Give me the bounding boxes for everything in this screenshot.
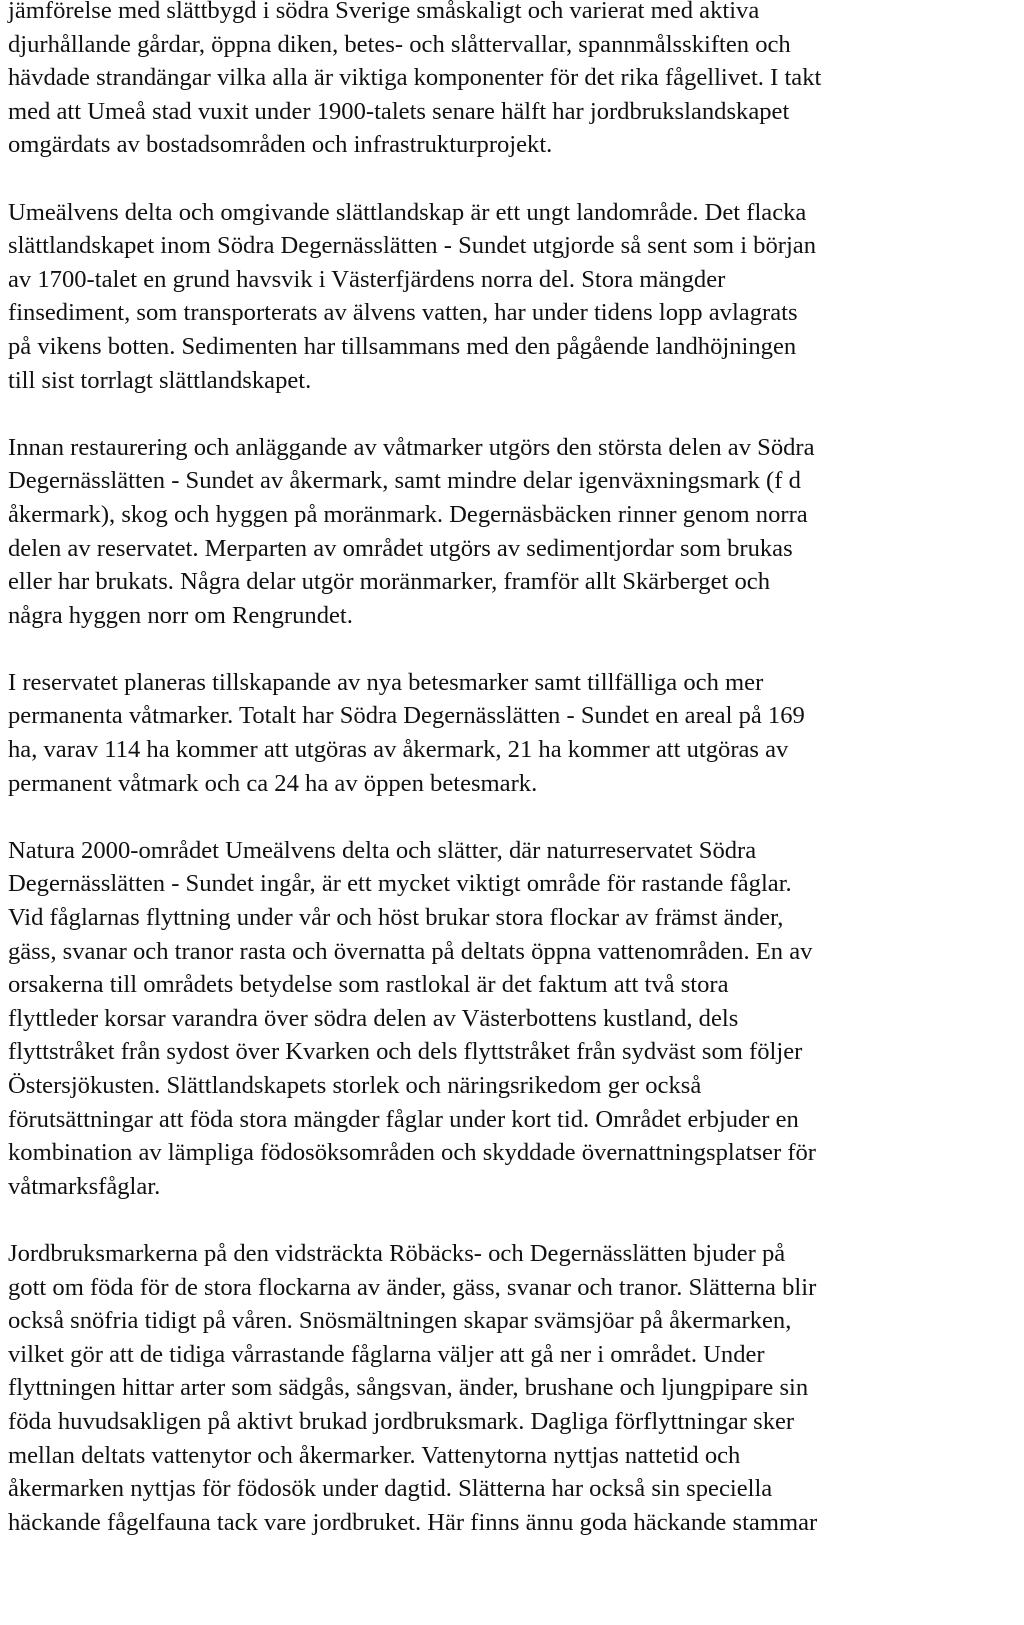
- text-line: slättlandskapet inom Södra Degernässlätten - Sundet utgjorde så sent som i början: [8, 232, 817, 260]
- paragraph-farmland-birds: [8, 1237, 1020, 1539]
- text-line: flyttleder korsar varandra över södra delen av Västerbottens kustland, dels: [8, 1004, 739, 1032]
- text-line: flyttstråket från sydost över Kvarken och dels flyttstråket från sydväst som följer: [8, 1038, 803, 1066]
- text-line: flyttningen hittar arter som sädgås, sångsvan, änder, brushane och ljungpipare sin: [8, 1374, 809, 1402]
- text-line: häckande fågelfauna tack vare jordbruket. Här finns ännu goda häckande stammar: [8, 1508, 818, 1536]
- text-line: Umeälvens delta och omgivande slättlandskap är ett ungt landområde. Det flacka: [8, 198, 807, 226]
- text-line: jämförelse med slättbygd i södra Sverige småskaligt och varierat med aktiva: [8, 0, 760, 24]
- text-line: Natura 2000-området Umeälvens delta och slätter, där naturreservatet Södra: [8, 836, 757, 864]
- text-line: vilket gör att de tidiga vårrastande fåglarna väljer att gå ner i området. Under: [8, 1340, 765, 1368]
- text-line: hävdade strandängar vilka alla är viktiga komponenter för det rika fågellivet. I takt: [8, 64, 822, 92]
- text-line: I reservatet planeras tillskapande av nya betesmarker samt tillfälliga och mer: [8, 668, 764, 696]
- text-line: några hyggen norr om Rengrundet.: [8, 601, 353, 629]
- text-line: Östersjökusten. Slättlandskapets storlek och näringsrikedom ger också: [8, 1072, 702, 1099]
- text-line: föda huvudsakligen på aktivt brukad jordbruksmark. Dagliga förflyttningar sker: [8, 1407, 795, 1435]
- text-line: Innan restaurering och anläggande av våtmarker utgörs den största delen av Södra: [8, 433, 815, 461]
- text-line: omgärdats av bostadsområden och infrastrukturprojekt.: [8, 131, 553, 159]
- text-line: delen av reservatet. Merparten av området utgörs av sedimentjordar som brukas: [8, 534, 793, 562]
- text-line: till sist torrlagt slättlandskapet.: [8, 366, 312, 394]
- document-page: [8, 0, 1020, 1573]
- text-line: ha, varav 114 ha kommer att utgöras av åkermark, 21 ha kommer att utgöras av: [8, 736, 789, 764]
- text-line: med att Umeå stad vuxit under 1900-talets senare hälft har jordbrukslandskapet: [8, 97, 790, 125]
- paragraph-natura-2000: [8, 834, 1020, 1204]
- text-line: Vid fåglarnas flyttning under vår och höst brukar stora flockar av främst änder,: [8, 904, 784, 932]
- text-line: också snöfria tidigt på våren. Snösmältningen skapar svämsjöar på åkermarken,: [8, 1307, 792, 1335]
- text-line: finsediment, som transporterats av älvens vatten, har under tidens lopp avlagrats: [8, 299, 798, 327]
- text-line: kombination av lämpliga födosöksområden och skyddade övernattningsplatser för: [8, 1139, 816, 1167]
- text-line: åkermarken nyttjas för födosök under dagtid. Slätterna har också sin speciella: [8, 1475, 773, 1503]
- paragraph-reserve-plans: [8, 666, 1020, 800]
- text-line: mellan deltats vattenytor och åkermarker. Vattenytorna nyttjas nattetid och: [8, 1441, 741, 1469]
- text-line: gäss, svanar och tranor rasta och övernatta på deltats öppna vattenområden. En av: [8, 937, 813, 965]
- text-line: eller har brukats. Några delar utgör moränmarker, framför allt Skärberget och: [8, 568, 771, 596]
- paragraph-delta-history: [8, 196, 1020, 398]
- paragraph-landscape: [8, 0, 1020, 162]
- text-line: gott om föda för de stora flockarna av änder, gäss, svanar och tranor. Slätterna blir: [8, 1273, 817, 1301]
- text-line: orsakerna till områdets betydelse som rastlokal är det faktum att två stora: [8, 971, 729, 999]
- text-line: förutsättningar att föda stora mängder fåglar under kort tid. Området erbjuder en: [8, 1105, 799, 1133]
- text-line: Degernässlätten - Sundet av åkermark, samt mindre delar igenväxningsmark (f d: [8, 467, 801, 495]
- text-line: på vikens botten. Sedimenten har tillsammans med den pågående landhöjningen: [8, 332, 797, 360]
- text-line: permanent våtmark och ca 24 ha av öppen betesmark.: [8, 769, 538, 797]
- text-line: Degernässlätten - Sundet ingår, är ett mycket viktigt område för rastande fåglar.: [8, 870, 792, 898]
- text-line: djurhållande gårdar, öppna diken, betes- och slåttervallar, spannmålsskiften och: [8, 30, 791, 58]
- text-line: av 1700-talet en grund havsvik i Västerfjärdens norra del. Stora mängder: [8, 265, 726, 293]
- text-line: våtmarksfåglar.: [8, 1172, 161, 1200]
- text-line: åkermark), skog och hyggen på moränmark. Degernäsbäcken rinner genom norra: [8, 500, 808, 528]
- paragraph-land-use: [8, 431, 1020, 633]
- text-line: permanenta våtmarker. Totalt har Södra Degernässlätten - Sundet en areal på 169: [8, 702, 805, 730]
- text-line: Jordbruksmarkerna på den vidsträckta Röbäcks- och Degernässlätten bjuder på: [8, 1239, 786, 1267]
